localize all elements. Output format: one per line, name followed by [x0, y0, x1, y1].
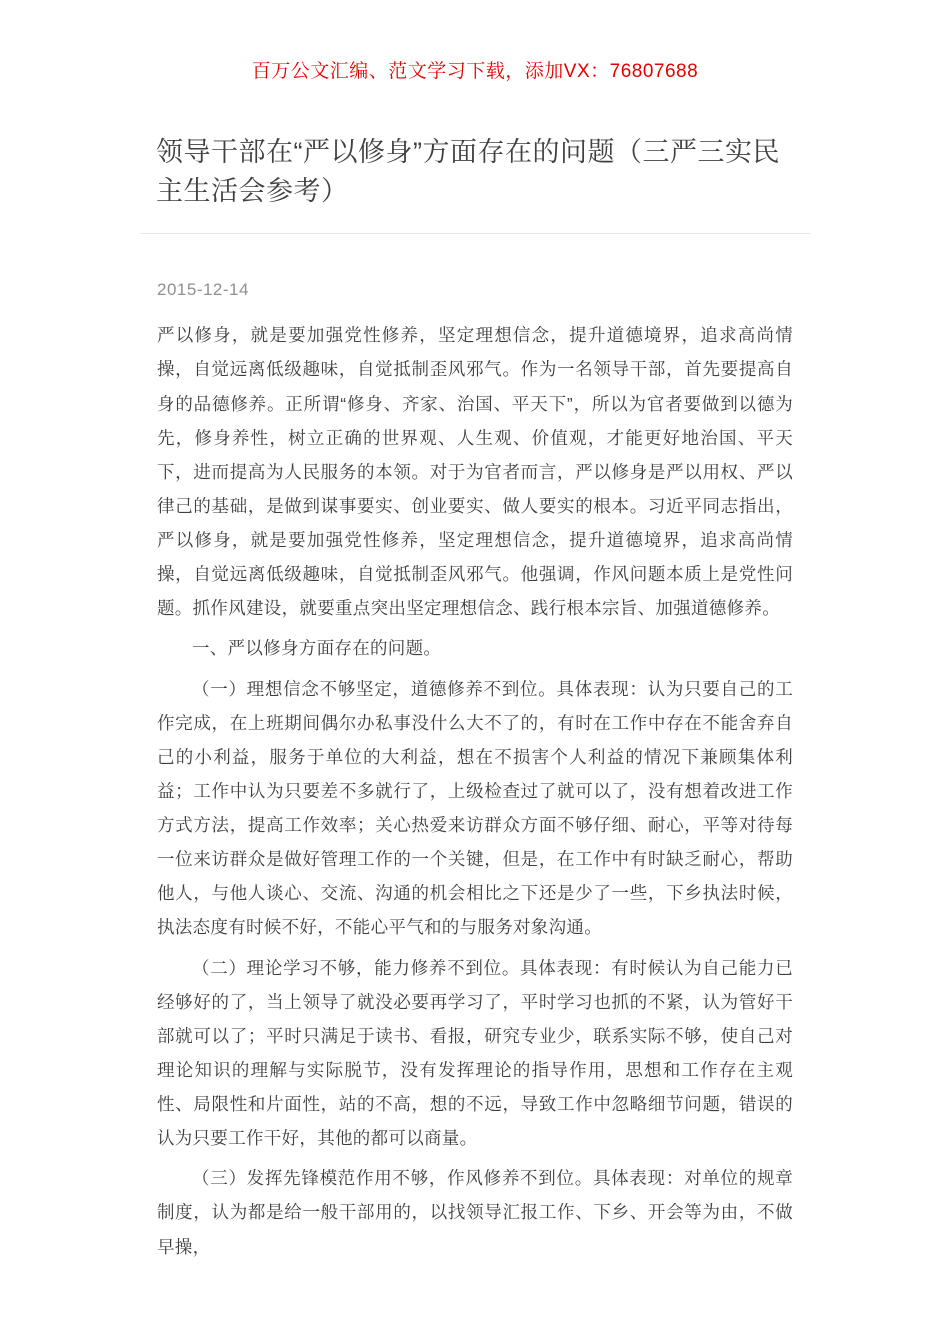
paragraph-item-2: （二）理论学习不够，能力修养不到位。具体表现：有时候认为自己能力已经够好的了，当上领导了就没必要再学习了，平时学习也抓的不紧，认为管好干部就可以了；平时只满足于读书、看报，研究专业少，联系实际不够，使自己对理论知识的理解与实际脱节，没有发挥理论的指导作用，思想和工作存在主观性、局限性和片面性，站的不高，想的不远，导致工作中忽略细节问题，错误的认为只要工作干好，其他的都可以商量。	[157, 957, 793, 1149]
paragraph-intro: 严以修身，就是要加强党性修养，坚定理想信念，提升道德境界，追求高尚情操，自觉远离低级趣味，自觉抵制歪风邪气。作为一名领导干部，首先要提高自身的品德修养。正所谓“修身、齐家、治国、平天下”，所以为官者要做到以德为先，修身养性，树立正确的世界观、人生观、价值观，才能更好地治国、平天下，进而提高为人民服务的本领。对于为官者而言，严以修身是严以用权、严以律己的基础，是做到谋事要实、创业要实、做人要实的根本。习近平同志指出，严以修身，就是要加强党性修养，坚定理想信念，提升道德境界，追求高尚情操，自觉远离低级趣味，自觉抵制歪风邪气。他强调，作风问题本质上是党性问题。抓作风建设，就要重点突出坚定理想信念、践行根本宗旨、加强道德修养。	[157, 325, 793, 619]
paragraph-item-1: （一）理想信念不够坚定，道德修养不到位。具体表现：认为只要自己的工作完成，在上班期间偶尔办私事没什么大不了的，有时在工作中存在不能舍弃自己的小利益，服务于单位的大利益，想在不损害个人利益的情况下兼顾集体利益；工作中认为只要差不多就行了，上级检查过了就可以了，没有想着改进工作方式方法，提高工作效率；关心热爱来访群众方面不够仔细、耐心，平等对待每一位来访群众是做好管理工作的一个关键，但是，在工作中有时缺乏耐心，帮助他人，与他人谈心、交流、沟通的机会相比之下还是少了一些，下乡执法时候，执法态度有时候不好，不能心平气和的与服务对象沟通。	[157, 678, 793, 938]
article-body	[140, 300, 810, 1323]
paragraph-section-heading: 一、严以修身方面存在的问题。	[192, 638, 442, 659]
publish-date: 2015-12-14	[157, 280, 249, 300]
article-container	[140, 133, 810, 1324]
title-divider	[140, 233, 810, 234]
promo-banner: 百万公文汇编、范文学习下载，添加VX：76807688	[251, 61, 699, 82]
page-title: 领导干部在“严以修身”方面存在的问题（三严三实民主生活会参考）	[156, 137, 780, 207]
paragraph-item-3: （三）发挥先锋模范作用不够，作风修养不到位。具体表现：对单位的规章制度，认为都是给一般干部用的，以找领导汇报工作、下乡、开会等为由，不做早操，	[157, 1168, 793, 1257]
